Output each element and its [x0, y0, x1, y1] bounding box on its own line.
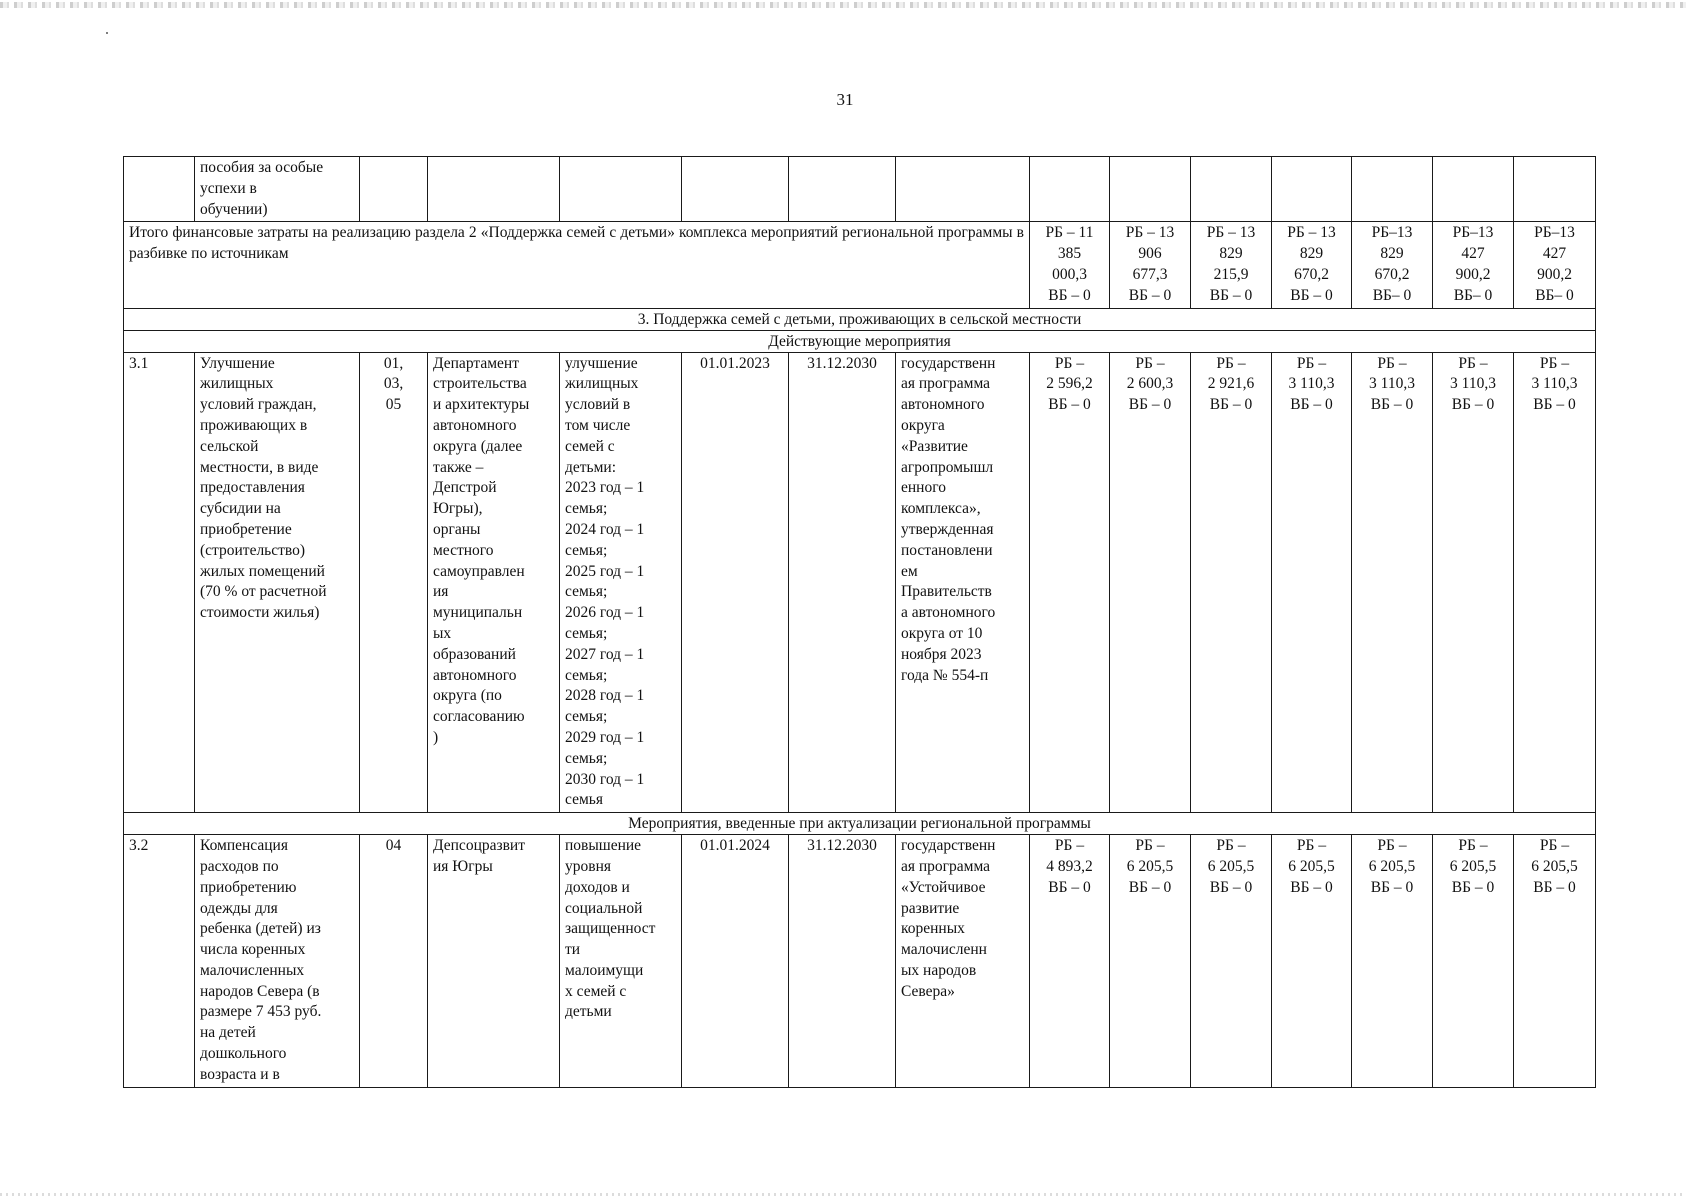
- start-date: 01.01.2024: [682, 835, 789, 1088]
- funding-year-4: [1272, 352, 1352, 813]
- cell-line: ых народов: [901, 961, 977, 979]
- cell-line: округа (по: [433, 687, 502, 705]
- measure-name: [195, 835, 360, 1088]
- cell-line: РБ –: [1458, 837, 1488, 855]
- cell-line: числа коренных: [200, 941, 306, 959]
- cell-line: государственн: [901, 354, 996, 372]
- totals-year-4: РБ – 13 829 670,2 ВБ – 0: [1272, 222, 1352, 308]
- cell-line: ВБ – 0: [1533, 396, 1576, 414]
- cell-line: ВБ – 0: [1128, 878, 1172, 896]
- cell-line: ВБ – 0: [1290, 878, 1333, 896]
- cell-line: ем: [901, 562, 918, 580]
- cell-line: Депстрой: [433, 479, 497, 497]
- cell-line: ия Югры: [433, 857, 493, 875]
- funding-year-3: [1191, 352, 1272, 813]
- table-row: [124, 352, 1596, 813]
- cell-line: жилых помещений: [200, 562, 325, 580]
- cell-line: приобретение: [200, 520, 292, 538]
- cell-line: РБ –: [1216, 354, 1246, 372]
- cell-line: возраста и в: [200, 1065, 280, 1083]
- cell-num-empty: [124, 157, 195, 222]
- row-number: 3.2: [124, 835, 195, 1088]
- cell-line: 2 600,3: [1126, 375, 1174, 393]
- cell-line: коренных: [901, 920, 965, 938]
- cell-line: также –: [433, 458, 484, 476]
- cell-line: Югры),: [433, 500, 483, 518]
- cell-line: повышение: [565, 837, 642, 855]
- cell-line: а автономного: [901, 604, 996, 622]
- cell-line: субсидии на: [200, 500, 281, 518]
- cell-line: и архитектуры: [433, 396, 530, 414]
- updated-measures-heading: Мероприятия, введенные при актуализации региональной программы: [124, 813, 1596, 835]
- cell-line: года № 554-п: [901, 666, 989, 684]
- cell-line: РБ –: [1539, 354, 1570, 372]
- table-row-continuation: [124, 157, 1596, 222]
- measure-name: [195, 352, 360, 813]
- totals-year-3: РБ – 13 829 215,9 ВБ – 0: [1191, 222, 1272, 308]
- cell-line: семья;: [565, 749, 608, 767]
- cell-line: 2024 год – 1: [565, 520, 645, 538]
- cell-line: семья;: [565, 708, 608, 726]
- cell-line: РБ –: [1216, 837, 1246, 855]
- section-subheading-row: [124, 813, 1596, 835]
- current-measures-heading: Действующие мероприятия: [124, 330, 1596, 352]
- scan-edge-bottom: [0, 1193, 1686, 1196]
- executor: [428, 835, 560, 1088]
- cell-line: проживающих в: [200, 416, 308, 434]
- cell-line: 3 110,3: [1531, 375, 1578, 393]
- cell-line: семья;: [565, 624, 608, 642]
- cell-line: РБ –: [1054, 837, 1085, 855]
- cell-line: улучшение: [565, 354, 638, 372]
- cell-line: Севера»: [901, 982, 955, 1000]
- cell-line: детьми:: [565, 458, 617, 476]
- funding-year-4: [1272, 835, 1352, 1088]
- cell-line: Компенсация: [200, 837, 288, 855]
- cell-name-continuation: пособия за особые успехи в обучении): [195, 157, 360, 222]
- funding-year-5: [1352, 835, 1433, 1088]
- cell-line: енного: [901, 479, 946, 497]
- cell-line: 6 205,5: [1126, 857, 1174, 875]
- table-row-totals: [124, 222, 1596, 308]
- cell-line: РБ –: [1054, 354, 1085, 372]
- cell-line: комплекса»,: [901, 500, 981, 518]
- cell-line: семья;: [565, 541, 608, 559]
- cell-line: народов Севера (в: [200, 982, 320, 1000]
- scan-speck: [106, 32, 108, 34]
- cell-line: малоимущи: [565, 961, 644, 979]
- totals-year-1: РБ – 11 385 000,3 ВБ – 0: [1030, 222, 1110, 308]
- end-date: 31.12.2030: [789, 352, 896, 813]
- cell-line: на детей: [200, 1024, 256, 1042]
- cell-line: муниципальн: [433, 604, 523, 622]
- cell-line: 2026 год – 1: [565, 604, 645, 622]
- indicator: [560, 352, 682, 813]
- cell-line: 6 205,5: [1449, 857, 1497, 875]
- cell-line: ВБ – 0: [1370, 878, 1414, 896]
- cell-line: ВБ – 0: [1048, 396, 1091, 414]
- cell-line: строительства: [433, 375, 527, 393]
- cell-line: автономного: [433, 416, 517, 434]
- cell-line: расходов по: [200, 857, 279, 875]
- cell-line: сельской: [200, 437, 259, 455]
- cell-line: РБ –: [1135, 354, 1165, 372]
- cell-line: условий граждан,: [200, 396, 317, 414]
- cell-line: 2025 год – 1: [565, 562, 645, 580]
- cell-line: семья: [565, 791, 603, 809]
- page-number: 31: [836, 90, 854, 109]
- section-title: 3. Поддержка семей с детьми, проживающих в сельской местности: [124, 308, 1596, 330]
- cell-line: 6 205,5: [1368, 857, 1416, 875]
- cell-line: «Развитие: [901, 437, 968, 455]
- cell-line: 6 205,5: [1531, 857, 1578, 875]
- row-number: 3.1: [124, 352, 195, 813]
- section-subheading-row: [124, 330, 1596, 352]
- cell-line: ): [433, 728, 439, 746]
- cell-line: ВБ – 0: [1128, 396, 1172, 414]
- cell-line: доходов и: [565, 878, 630, 896]
- cell-line: образований: [433, 645, 516, 663]
- cell-line: 2027 год – 1: [565, 645, 645, 663]
- cell-line: семей с: [565, 437, 615, 455]
- cell-line: государственн: [901, 837, 996, 855]
- cell-line: округа от 10: [901, 624, 983, 642]
- cell-line: х семей с: [565, 982, 627, 1000]
- funding-year-2: [1110, 835, 1191, 1088]
- task-codes: [360, 835, 428, 1088]
- cell-line: семья;: [565, 500, 608, 518]
- cell-line: 01,: [383, 354, 404, 372]
- cell-line: автономного: [433, 666, 517, 684]
- totals-year-2: РБ – 13 906 677,3 ВБ – 0: [1110, 222, 1191, 308]
- cell-line: 2028 год – 1: [565, 687, 645, 705]
- cell-line: 2 596,2: [1046, 375, 1093, 393]
- cell-line: утвержденная: [901, 520, 994, 538]
- cell-line: ребенка (детей) из: [200, 920, 321, 938]
- cell-line: уровня: [565, 857, 611, 875]
- cell-line: органы: [433, 520, 481, 538]
- cell-line: размере 7 453 руб.: [200, 1003, 322, 1021]
- table-row: [124, 835, 1596, 1088]
- cell-line: условий в: [565, 396, 631, 414]
- cell-line: ВБ – 0: [1451, 878, 1495, 896]
- totals-year-6: РБ–13 427 900,2 ВБ– 0: [1433, 222, 1514, 308]
- scan-edge-top: [0, 2, 1686, 8]
- cell-line: детьми: [565, 1003, 612, 1021]
- funding-year-6: [1433, 352, 1514, 813]
- cell-line: дошкольного: [200, 1045, 287, 1063]
- cell-line: ВБ – 0: [1370, 396, 1414, 414]
- cell-line: стоимости жилья): [200, 604, 320, 622]
- cell-line: семья;: [565, 583, 608, 601]
- cell-line: ти: [565, 941, 581, 959]
- start-date: 01.01.2023: [682, 352, 789, 813]
- cell-line: предоставления: [200, 479, 305, 497]
- totals-label: Итого финансовые затраты на реализацию раздела 2 «Поддержка семей с детьми» комплекса мероприятий региональной программы в разбивке по источникам: [124, 222, 1030, 308]
- cell-line: РБ –: [1539, 837, 1570, 855]
- cell-line: РБ –: [1135, 837, 1165, 855]
- cell-line: РБ –: [1377, 837, 1407, 855]
- cell-line: Депсоцразвит: [433, 837, 526, 855]
- cell-line: ноября 2023: [901, 645, 982, 663]
- cell-line: 2 921,6: [1207, 375, 1255, 393]
- cell-line: семья;: [565, 666, 608, 684]
- cell-line: 4 893,2: [1046, 857, 1093, 875]
- cell-line: РБ –: [1296, 837, 1327, 855]
- cell-line: (строительство): [200, 541, 306, 559]
- task-codes: [360, 352, 428, 813]
- cell-line: малочисленн: [901, 941, 987, 959]
- cell-line: 2030 год – 1: [565, 770, 645, 788]
- funding-year-3: [1191, 835, 1272, 1088]
- end-date: 31.12.2030: [789, 835, 896, 1088]
- cell-line: РБ –: [1458, 354, 1488, 372]
- cell-line: (70 % от расчетной: [200, 583, 327, 601]
- cell-line: 04: [385, 837, 402, 855]
- cell-line: постановлени: [901, 541, 993, 559]
- funding-year-1: [1030, 835, 1110, 1088]
- cell-line: ая программа: [901, 375, 991, 393]
- cell-line: согласованию: [433, 708, 525, 726]
- cell-line: 2023 год – 1: [565, 479, 645, 497]
- cell-line: 3 110,3: [1450, 375, 1496, 393]
- cell-line: ВБ – 0: [1048, 878, 1091, 896]
- cell-line: округа (далее: [433, 437, 523, 455]
- funding-source: [896, 352, 1030, 813]
- cell-line: социальной: [565, 899, 643, 917]
- funding-year-7: [1514, 835, 1596, 1088]
- cell-line: 3 110,3: [1288, 375, 1335, 393]
- cell-line: местного: [433, 541, 494, 559]
- cell-line: 2029 год – 1: [565, 728, 645, 746]
- cell-line: ВБ – 0: [1209, 878, 1253, 896]
- funding-year-6: [1433, 835, 1514, 1088]
- cell-line: защищенност: [565, 920, 656, 938]
- cell-line: РБ –: [1377, 354, 1407, 372]
- cell-line: развитие: [901, 899, 960, 917]
- cell-line: ых: [433, 624, 452, 642]
- cell-line: 05: [385, 396, 402, 414]
- funding-year-1: [1030, 352, 1110, 813]
- cell-line: местности, в виде: [200, 458, 319, 476]
- cell-line: ВБ – 0: [1533, 878, 1576, 896]
- cell-line: 3 110,3: [1369, 375, 1415, 393]
- cell-line: ВБ – 0: [1290, 396, 1333, 414]
- totals-year-7: РБ–13 427 900,2 ВБ– 0: [1514, 222, 1596, 308]
- cell-line: Правительств: [901, 583, 992, 601]
- cell-line: 03,: [383, 375, 404, 393]
- executor: [428, 352, 560, 813]
- cell-line: ВБ – 0: [1209, 396, 1253, 414]
- cell-line: ВБ – 0: [1451, 396, 1495, 414]
- cell-line: РБ –: [1296, 354, 1327, 372]
- cell-line: автономного: [901, 396, 985, 414]
- cell-line: округа: [901, 416, 945, 434]
- section-title-row: [124, 308, 1596, 330]
- cell-line: приобретению: [200, 878, 297, 896]
- cell-line: 6 205,5: [1288, 857, 1335, 875]
- cell-line: жилищных: [200, 375, 274, 393]
- cell-line: Департамент: [433, 354, 519, 372]
- program-table: [123, 156, 1596, 1088]
- cell-line: агропромышл: [901, 458, 994, 476]
- cell-line: 6 205,5: [1207, 857, 1255, 875]
- cell-line: одежды для: [200, 899, 278, 917]
- cell-line: том числе: [565, 416, 631, 434]
- cell-line: ая программа: [901, 857, 991, 875]
- totals-year-5: РБ–13 829 670,2 ВБ– 0: [1352, 222, 1433, 308]
- funding-source: [896, 835, 1030, 1088]
- funding-year-2: [1110, 352, 1191, 813]
- cell-line: ия: [433, 583, 449, 601]
- funding-year-5: [1352, 352, 1433, 813]
- funding-year-7: [1514, 352, 1596, 813]
- indicator: [560, 835, 682, 1088]
- cell-line: малочисленных: [200, 961, 305, 979]
- cell-line: Улучшение: [200, 354, 275, 372]
- cell-line: «Устойчивое: [901, 878, 986, 896]
- cell-line: самоуправлен: [433, 562, 525, 580]
- cell-line: жилищных: [565, 375, 639, 393]
